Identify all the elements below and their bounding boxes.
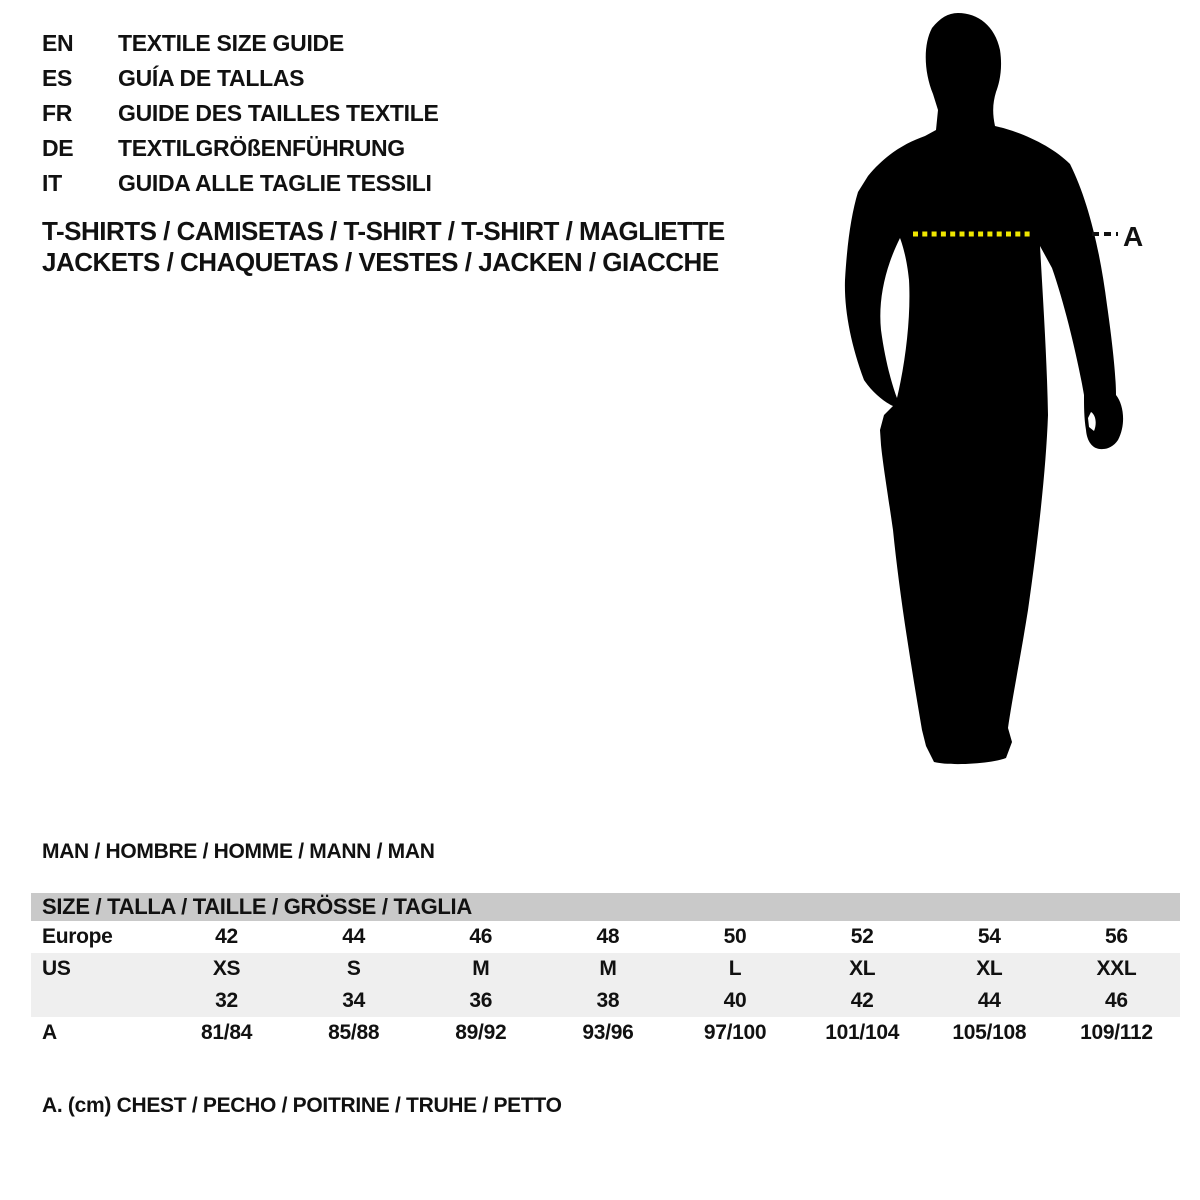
size-cell: 85/88 xyxy=(328,1021,380,1044)
size-cell: L xyxy=(728,957,742,980)
table-row-numeric xyxy=(31,985,1180,1017)
man-silhouette xyxy=(845,13,1123,764)
size-cell: 56 xyxy=(1105,925,1128,948)
size-cell: 109/112 xyxy=(1080,1021,1153,1044)
size-cell: XL xyxy=(976,957,1003,980)
language-row xyxy=(42,26,439,61)
row-label: US xyxy=(42,957,71,980)
table-row-us xyxy=(31,953,1180,985)
size-table-body xyxy=(31,921,1180,1049)
category-line-tshirts: T-SHIRTS / CAMISETAS / T-SHIRT / T-SHIRT / MAGLIETTE xyxy=(42,216,725,246)
size-cell: 44 xyxy=(342,925,366,948)
size-cell: 40 xyxy=(723,989,747,1012)
language-title: GUIDA ALLE TAGLIE TESSILI xyxy=(118,170,432,196)
size-cell: 42 xyxy=(215,925,238,948)
size-cell: 46 xyxy=(1105,989,1128,1012)
language-row xyxy=(42,61,439,96)
size-cell: 42 xyxy=(850,989,874,1012)
language-code: EN xyxy=(42,30,74,56)
language-code: DE xyxy=(42,135,74,161)
size-cell: M xyxy=(472,957,490,980)
size-cell: S xyxy=(346,957,361,980)
language-code: IT xyxy=(42,170,62,196)
language-title-list xyxy=(42,26,439,201)
size-cell: 48 xyxy=(596,925,620,948)
language-code: FR xyxy=(42,100,73,126)
size-cell: 34 xyxy=(342,989,366,1012)
language-title: TEXTILE SIZE GUIDE xyxy=(118,30,344,56)
row-label: Europe xyxy=(42,925,113,948)
man-silhouette-figure xyxy=(820,0,1200,800)
size-table-header: SIZE / TALLA / TAILLE / GRÖSSE / TAGLIA xyxy=(31,893,1180,921)
size-cell: M xyxy=(599,957,617,980)
measurement-legend: A. (cm) CHEST / PECHO / POITRINE / TRUHE / PETTO xyxy=(42,1094,562,1117)
language-title: GUIDE DES TAILLES TEXTILE xyxy=(118,100,439,126)
size-cell: 50 xyxy=(723,925,747,948)
size-cell: 93/96 xyxy=(582,1021,634,1044)
size-cell: XL xyxy=(849,957,876,980)
category-list xyxy=(42,216,725,278)
size-cell: 81/84 xyxy=(201,1021,253,1044)
language-title: GUÍA DE TALLAS xyxy=(118,65,305,91)
size-cell: 52 xyxy=(850,925,874,948)
table-row-europe xyxy=(31,921,1180,953)
size-cell: XS xyxy=(212,957,241,980)
size-cell: 54 xyxy=(977,925,1001,948)
size-cell: 44 xyxy=(977,989,1001,1012)
language-row xyxy=(42,166,439,201)
size-cell: 32 xyxy=(215,989,238,1012)
size-cell: 101/104 xyxy=(825,1021,900,1044)
language-row xyxy=(42,96,439,131)
size-cell: 105/108 xyxy=(952,1021,1027,1044)
marker-label-a: A xyxy=(1123,221,1144,252)
row-label: A xyxy=(42,1021,57,1044)
size-cell: 36 xyxy=(469,989,493,1012)
size-table xyxy=(31,893,1180,1049)
table-row-chest-cm xyxy=(31,1017,1180,1049)
size-cell: 89/92 xyxy=(455,1021,507,1044)
size-cell: 38 xyxy=(596,989,620,1012)
section-title-man: MAN / HOMBRE / HOMME / MANN / MAN xyxy=(42,840,435,863)
size-cell: XXL xyxy=(1096,957,1137,980)
language-code: ES xyxy=(42,65,73,91)
size-cell: 97/100 xyxy=(703,1021,767,1044)
language-title: TEXTILGRÖßENFÜHRUNG xyxy=(118,135,405,161)
category-line-jackets: JACKETS / CHAQUETAS / VESTES / JACKEN / GIACCHE xyxy=(42,247,719,277)
language-row xyxy=(42,131,439,166)
size-cell: 46 xyxy=(469,925,493,948)
